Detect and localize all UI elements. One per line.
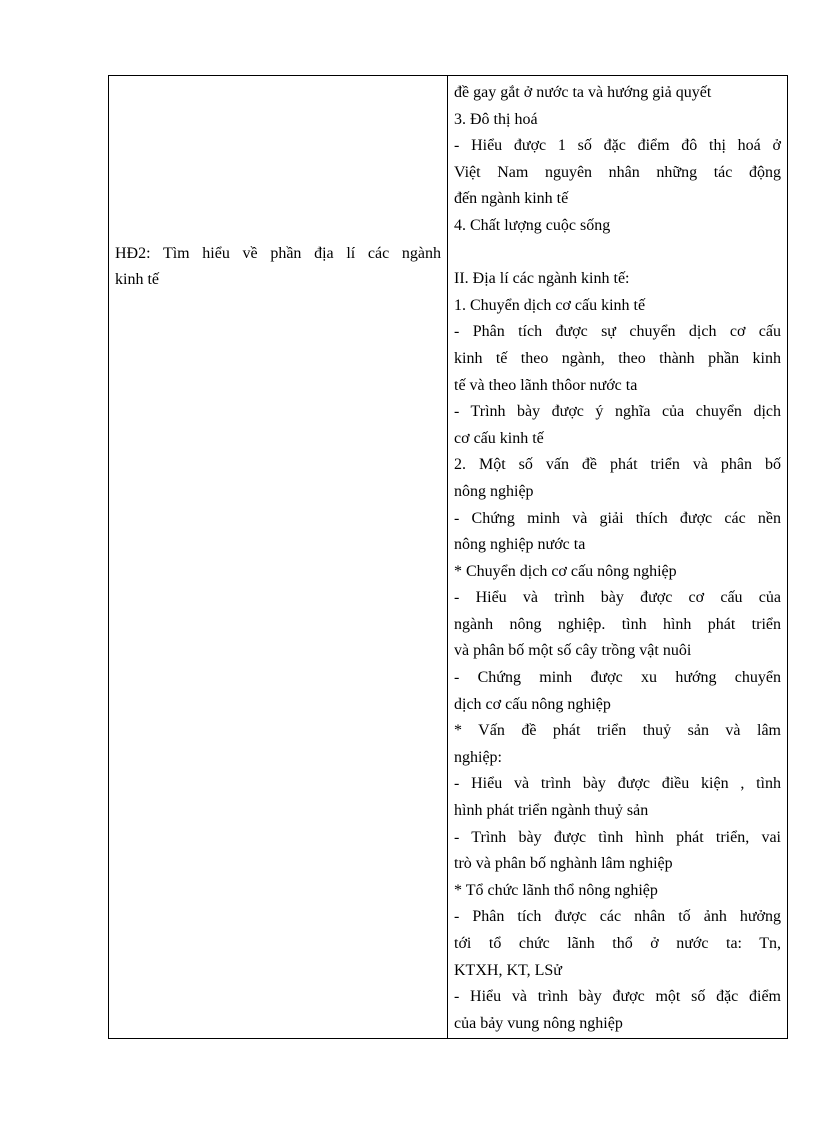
activity-line: HĐ2: Tìm hiểu về phần địa lí các ngành: [115, 245, 441, 262]
content-line: - Hiểu và trình bày được điều kiện , tình: [454, 775, 781, 793]
content-line: nông nghiệp: [454, 482, 534, 500]
content-line: - Chứng minh và giải thích được các nền: [454, 509, 781, 527]
content-line: 1. Chuyển dịch cơ cấu kinh tế: [454, 296, 646, 314]
content-line: 3. Đô thị hoá: [454, 110, 538, 128]
content-line: dịch cơ cấu nông nghiệp: [454, 695, 611, 713]
content-line: và phân bố một số cây trồng vật nuôi: [454, 642, 692, 660]
content-line: cơ cấu kinh tế: [454, 429, 544, 447]
content-line: - Trình bày được ý nghĩa của chuyển dịch: [454, 403, 781, 421]
content-line: - Chứng minh được xu hướng chuyển: [454, 669, 781, 687]
section-heading: II. Địa lí các ngành kinh tế:: [454, 270, 630, 288]
activity-cell: [109, 76, 448, 1039]
content-line: đến ngành kinh tế: [454, 190, 569, 208]
content-line: tế và theo lãnh thôor nước ta: [454, 376, 638, 394]
content-line: nghiệp:: [454, 748, 502, 766]
content-line: kinh tế theo ngành, theo thành phần kinh: [454, 349, 781, 367]
content-line: * Vấn đề phát triển thuỷ sản và lâm: [454, 722, 781, 740]
content-line: * Chuyển dịch cơ cấu nông nghiệp: [454, 562, 677, 580]
table-row: [109, 76, 788, 1039]
content-line: - Trình bày được tình hình phát triển, vai: [454, 828, 781, 846]
content-line: 2. Một số vấn đề phát triển và phân bố: [454, 456, 781, 474]
content-line: - Hiểu và trình bày được cơ cấu của: [454, 589, 781, 607]
content-line: - Hiểu và trình bày được một số đặc điểm: [454, 988, 781, 1006]
activity-line: kinh tế: [115, 270, 159, 288]
content-line: trò và phân bố nghành lâm nghiệp: [454, 855, 673, 873]
content-line: Việt Nam nguyên nhân những tác động: [454, 163, 781, 181]
activity-text: [115, 241, 441, 292]
content-line: đề gay gắt ở nước ta và hướng giả quyết: [454, 84, 712, 101]
content-line: - Phân tích được sự chuyển dịch cơ cấu: [454, 323, 781, 341]
content-line: KTXH, KT, LSử: [454, 961, 562, 979]
content-line: - Hiểu được 1 số đặc điểm đô thị hoá ở: [454, 137, 781, 155]
content-table: [108, 75, 788, 1039]
content-cell: [448, 76, 788, 1039]
content-line: của bảy vung nông nghiệp: [454, 1014, 623, 1032]
content-line: hình phát triển ngành thuỷ sản: [454, 802, 649, 820]
content-line: nông nghiệp nước ta: [454, 536, 586, 554]
content-line: * Tổ chức lãnh thổ nông nghiệp: [454, 881, 658, 899]
content-text: [448, 76, 787, 1037]
content-line: - Phân tích được các nhân tố ảnh hưởng: [454, 908, 781, 926]
content-line: tới tổ chức lãnh thổ ở nước ta: Tn,: [454, 935, 781, 952]
content-line: ngành nông nghiệp. tình hình phát triển: [454, 615, 781, 633]
content-line: 4. Chất lượng cuộc sống: [454, 216, 611, 234]
blank-line: [454, 240, 781, 267]
